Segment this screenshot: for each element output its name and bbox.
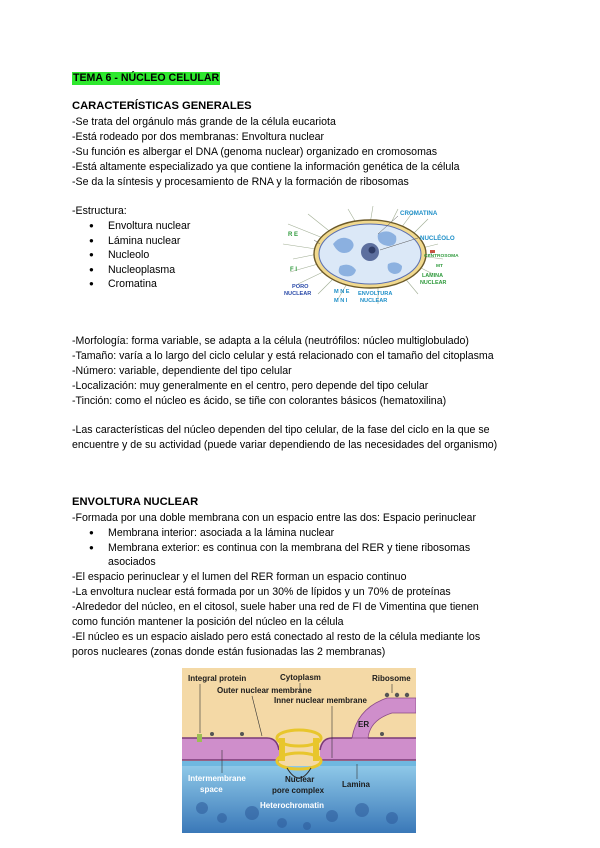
- label-mni: M N I: [334, 298, 348, 304]
- list-item: ● Envoltura nuclear: [72, 219, 190, 234]
- label-poro-nuclear: NUCLEAR: [284, 291, 312, 297]
- envelope-line: poros nucleares (zonas donde están fusionadas las 2 membranas): [72, 646, 386, 658]
- page-title: TEMA 6 - NÚCLEO CELULAR: [73, 72, 220, 84]
- label-nuclear: Nuclear: [285, 775, 315, 784]
- label-intermembrane: Intermembrane: [188, 774, 246, 783]
- label-integral-protein: Integral protein: [188, 674, 247, 683]
- label-mne: M N E: [334, 289, 350, 295]
- property-line: -Tamaño: varía a lo largo del ciclo celular y está relacionado con el tamaño del citoplasma: [72, 350, 494, 362]
- general-line: -Está altamente especializado ya que contiene la información genética de la célula: [72, 161, 460, 173]
- envelope-line: -El núcleo es un espacio aislado pero está conectado al resto de la célula mediante los: [72, 631, 481, 643]
- general-line: -Se da la síntesis y procesamiento de RNA y la formación de ribosomas: [72, 176, 409, 188]
- nucleus-diagram: [278, 204, 466, 306]
- envelope-heading: ENVOLTURA NUCLEAR: [72, 496, 199, 508]
- envelope-line: como función mantener la posición del núcleo en la célula: [72, 616, 344, 628]
- envelope-line: -Alrededor del núcleo, en el citosol, suele haber una red de FI de Vimentina que tienen: [72, 601, 479, 613]
- label-cromatina: CROMATINA: [400, 210, 438, 217]
- label-outer-membrane: Outer nuclear membrane: [217, 686, 312, 695]
- structure-list: [72, 219, 190, 292]
- label-poro: PORO: [292, 284, 309, 290]
- general-heading: CARACTERÍSTICAS GENERALES: [72, 100, 252, 112]
- label-envoltura: ENVOLTURA: [358, 291, 393, 297]
- general-line: -Se trata del orgánulo más grande de la célula eucariota: [72, 116, 336, 128]
- envelope-list: [72, 526, 470, 555]
- label-cytoplasm: Cytoplasm: [280, 673, 321, 682]
- property-line: -Número: variable, dependiente del tipo celular: [72, 365, 292, 377]
- label-nucleolo: NUCLÉOLO: [420, 235, 455, 242]
- list-item: ● Membrana interior: asociada a la lámina nuclear: [72, 526, 470, 541]
- lamina-layer-right: [320, 761, 416, 766]
- property-line: -Morfología: forma variable, se adapta a la célula (neutrófilos: núcleo multiglobulado): [72, 335, 469, 347]
- label-heterochromatin: Heterochromatin: [260, 801, 325, 810]
- nucleolus-core: [369, 247, 376, 254]
- label-intermembrane-space: space: [200, 785, 223, 794]
- er-lumen: [182, 738, 279, 760]
- property-line: -Localización: muy generalmente en el centro, pero depende del tipo celular: [72, 380, 429, 392]
- label-pore-complex: pore complex: [272, 786, 325, 795]
- label-envoltura-nuclear: NUCLEAR: [360, 298, 388, 304]
- label-centrosoma: CENTROSOMA: [424, 254, 459, 259]
- envelope-line: -El espacio perinuclear y el lumen del RER forman un espacio continuo: [72, 571, 407, 583]
- envelope-intro: -Formada por una doble membrana con un espacio entre las dos: Espacio perinuclear: [72, 512, 476, 524]
- property-line: -Tinción: como el núcleo es ácido, se tiñe con colorantes básicos (hematoxilina): [72, 395, 447, 407]
- label-lamina: Lamina: [342, 780, 371, 789]
- label-er: ER: [358, 720, 370, 729]
- list-item: ● Lámina nuclear: [72, 234, 190, 249]
- label-inner-membrane: Inner nuclear membrane: [274, 696, 367, 705]
- list-item: ● Membrana exterior: es continua con la membrana del RER y tiene ribosomas: [72, 541, 470, 556]
- label-re: R E: [288, 232, 299, 238]
- paragraph-line: encuentre y de su actividad (puede variar dependiendo de las necesidades del organismo): [72, 439, 498, 451]
- er-lumen-right: [320, 738, 416, 760]
- list-item: ● Nucleoplasma: [72, 263, 190, 278]
- integral-protein: [197, 734, 202, 742]
- nuclear-pore-diagram: [182, 668, 416, 833]
- list-item-continuation: asociados: [108, 556, 156, 568]
- general-line: -Su función es albergar el DNA (genoma nuclear) organizado en cromosomas: [72, 146, 438, 158]
- label-ribosome: Ribosome: [372, 674, 411, 683]
- general-line: -Está rodeado por dos membranas: Envoltura nuclear: [72, 131, 325, 143]
- label-lamina: LAMINA: [422, 273, 443, 279]
- label-mt: MT: [436, 264, 443, 269]
- list-item: ● Nucleolo: [72, 248, 190, 263]
- list-item: ● Cromatina: [72, 277, 190, 292]
- lamina-layer: [182, 761, 279, 766]
- paragraph-line: -Las características del núcleo dependen del tipo celular, de la fase del ciclo en la que se: [72, 424, 490, 436]
- structure-label: -Estructura:: [72, 205, 127, 217]
- envelope-line: -La envoltura nuclear está formada por un 30% de lípidos y un 70% de proteínas: [72, 586, 451, 598]
- label-lamina-nuclear: NUCLEAR: [420, 280, 447, 286]
- label-fi: F I: [290, 267, 297, 273]
